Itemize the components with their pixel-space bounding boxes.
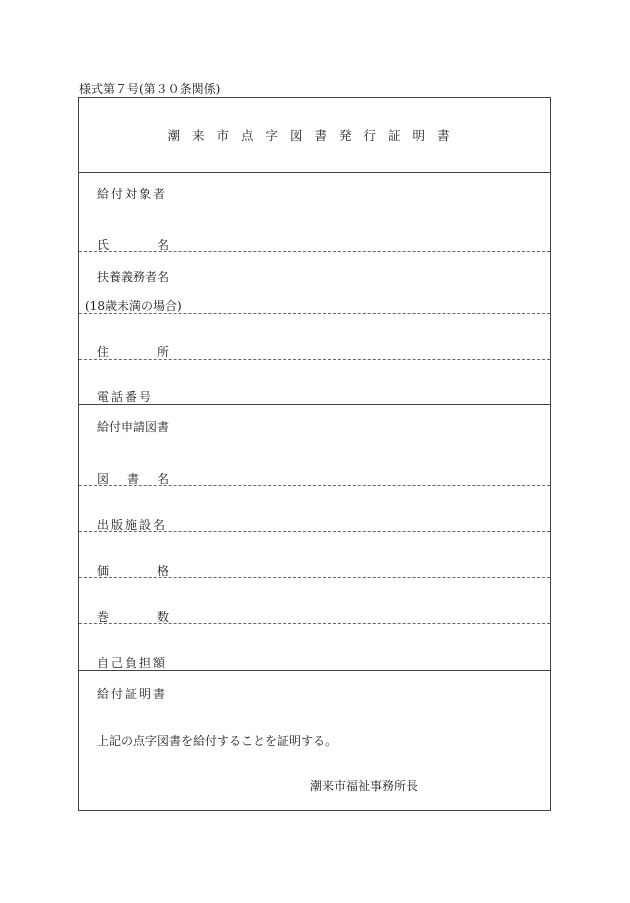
form-title: 潮来市点字図書発行証明書 [167,128,462,143]
address-label-part2: 所 [157,345,170,359]
divider-price [79,577,550,578]
divider-recipient [79,404,550,405]
book-heading: 給付申請図書 [97,420,170,434]
guardian-label: 扶養義務者名 [97,270,170,284]
divider-name [79,251,550,252]
price-label-part1: 価 [97,564,110,578]
issuer-name: 潮来市福祉事務所長 [309,779,418,793]
divider-publisher [79,531,550,532]
divider-book-title [79,485,550,486]
certificate-form [78,97,551,811]
volumes-label-part1: 巻 [97,610,110,624]
name-label-part2: 名 [157,238,170,252]
price-label-part2: 格 [157,564,170,578]
certificate-statement: 上記の点字図書を給付することを証明する。 [97,734,338,748]
book-title-label-part1: 図 [97,472,110,486]
form-number: 様式第７号(第３０条関係) [79,82,221,96]
book-title-label-part2: 書 [127,472,140,486]
publisher-label: 出版施設名 [97,518,168,532]
divider-address [79,359,550,360]
guardian-note: (18歳未満の場合) [85,299,182,313]
divider-guardian [79,313,550,314]
recipient-heading: 給付対象者 [97,187,168,201]
address-label-part1: 住 [97,345,110,359]
divider-title [79,172,550,173]
divider-volumes [79,623,550,624]
copay-label: 自己負担額 [97,656,168,670]
name-label-part1: 氏 [97,238,110,252]
book-title-label-part3: 名 [157,472,170,486]
volumes-label-part2: 数 [157,610,170,624]
certificate-heading: 給付証明書 [97,687,168,701]
divider-book [79,670,550,671]
phone-label: 電話番号 [97,390,154,404]
